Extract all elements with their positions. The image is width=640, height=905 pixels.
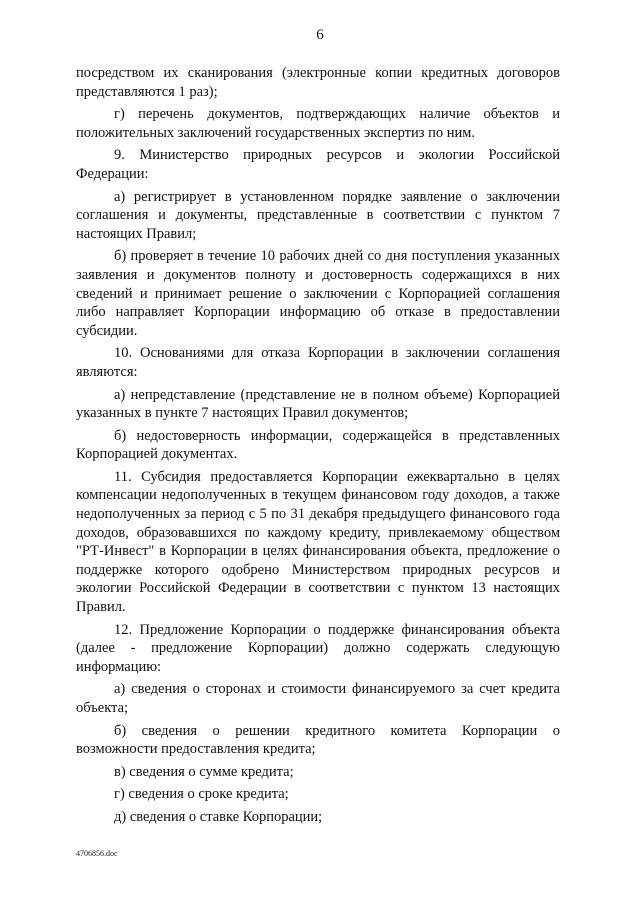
paragraph-item-g-documents: г) перечень документов, подтверждающих наличие объектов и положительных заключений государственных экспертиз по ним. xyxy=(76,106,560,141)
paragraph-9-item-a: а) регистрирует в установленном порядке заявление о заключении соглашения и документы, представленные в соответствии с пунктом 7 настоящих Правил; xyxy=(76,188,560,242)
paragraph-12-item-b: б) сведения о решении кредитного комитета Корпорации о возможности предоставления кредита; xyxy=(76,722,560,758)
paragraph-10-refusal-grounds: 10. Основаниями для отказа Корпорации в заключении соглашения являются: xyxy=(76,345,560,380)
paragraph-10-item-b: б) недостоверность информации, содержащейся в представленных Корпорацией документах. xyxy=(76,427,560,463)
paragraph-continuation: посредством их сканирования (электронные копии кредитных договоров представляются 1 раз); xyxy=(76,65,560,100)
paragraph-9-ministry: 9. Министерство природных ресурсов и экологии Российской Федерации: xyxy=(76,147,560,182)
paragraph-12-item-d: д) сведения о ставке Корпорации; xyxy=(114,808,323,825)
document-file-id: 4706856.doc xyxy=(76,849,118,858)
document-body xyxy=(76,64,560,831)
page-number: 6 xyxy=(316,27,324,43)
paragraph-10-item-a: а) непредставление (представление не в полном объеме) Корпорацией указанных в пункте 7 настоящих Правил документов; xyxy=(76,386,560,422)
paragraph-12-item-v: в) сведения о сумме кредита; xyxy=(114,763,294,780)
paragraph-12-item-a: а) сведения о сторонах и стоимости финансируемого за счет кредита объекта; xyxy=(76,681,560,716)
paragraph-11-subsidy: 11. Субсидия предоставляется Корпорации ежеквартально в целях компенсации недополученных в текущем финансовом году доходов, а также недополученных за период с 5 по 31 декабря предыдущего финансового года доходов, образовавшихся по каждому кредиту, привлекаемому обществом "РТ-Инвест" в Корпорации в целях финансирования объекта, предложение о поддержке которого одобрено Министерством природных ресурсов и экологии Российской Федерации в соответствии с пунктом 13 настоящих Правил. xyxy=(76,468,560,616)
paragraph-9-item-b: б) проверяет в течение 10 рабочих дней со дня поступления указанных заявления и документов полноту и достоверность содержащихся в них сведений и принимает решение о заключении с Корпорацией соглашения либо направляет Корпорации информацию об отказе в предоставлении субсидии. xyxy=(76,248,560,339)
paragraph-12-proposal: 12. Предложение Корпорации о поддержке финансирования объекта (далее - предложение Корпорации) должно содержать следующую информацию: xyxy=(76,621,560,675)
paragraph-12-item-g: г) сведения о сроке кредита; xyxy=(114,786,289,803)
